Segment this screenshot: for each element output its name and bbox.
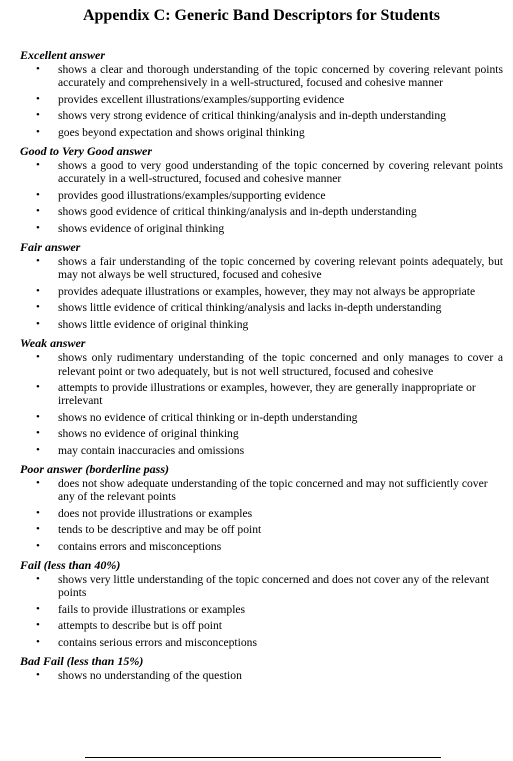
bullet-list xyxy=(20,63,503,139)
section-heading: Excellent answer xyxy=(20,48,106,62)
bullet-icon: • xyxy=(36,410,40,423)
list-item xyxy=(20,109,503,122)
bullet-icon: • xyxy=(36,476,40,489)
list-item-text: shows only rudimentary understanding of the topic concerned and only manages to cover a relevant point or two adequately, but is not well structured, focused and cohesive xyxy=(58,351,503,378)
bullet-icon: • xyxy=(36,539,40,552)
list-item-text: tends to be descriptive and may be off point xyxy=(58,523,262,537)
list-item xyxy=(20,255,503,282)
list-item xyxy=(20,523,503,536)
bullet-icon: • xyxy=(36,284,40,297)
band-fail xyxy=(20,558,503,649)
bullet-icon: • xyxy=(36,572,40,585)
bullet-list xyxy=(20,255,503,331)
list-item-text: shows no understanding of the question xyxy=(58,669,242,682)
bullet-icon: • xyxy=(36,317,40,330)
list-item xyxy=(20,636,503,649)
list-item-text: shows very little understanding of the topic concerned and does not cover any of the relevant points xyxy=(58,572,490,600)
bullet-icon: • xyxy=(36,443,40,456)
list-item-text: does not show adequate understanding of the topic concerned and may not sufficiently cover any of the relevant points xyxy=(58,476,488,504)
bullet-icon: • xyxy=(36,351,40,364)
list-item-text: provides good illustrations/examples/supporting evidence xyxy=(58,188,326,202)
list-item xyxy=(20,540,503,553)
bullet-icon: • xyxy=(36,109,40,122)
list-item xyxy=(20,205,503,218)
list-item-text: attempts to provide illustrations or examples, however, they are generally inappropriate or irrelevant xyxy=(58,380,476,408)
list-item-text: contains serious errors and misconceptions xyxy=(58,635,257,649)
list-item xyxy=(20,381,503,408)
list-item xyxy=(20,93,503,106)
bullet-list xyxy=(20,351,503,457)
band-good-to-very-good xyxy=(20,144,503,235)
list-item-text: shows no evidence of critical thinking or in-depth understanding xyxy=(58,410,358,424)
list-item-text: may contain inaccuracies and omissions xyxy=(58,443,245,457)
bullet-icon: • xyxy=(36,255,40,268)
list-item xyxy=(20,444,503,457)
list-item-text: shows no evidence of original thinking xyxy=(58,427,239,441)
band-bad-fail xyxy=(20,654,503,682)
bullet-icon: • xyxy=(36,125,40,138)
bullet-icon: • xyxy=(36,619,40,632)
list-item-text: shows little evidence of critical thinking/analysis and lacks in-depth understanding xyxy=(58,301,442,315)
bullet-icon: • xyxy=(36,427,40,440)
band-poor xyxy=(20,462,503,553)
list-item xyxy=(20,427,503,440)
bullet-icon: • xyxy=(36,159,40,172)
list-item xyxy=(20,301,503,314)
list-item xyxy=(20,159,503,186)
list-item xyxy=(20,318,503,331)
list-item xyxy=(20,507,503,520)
section-heading: Weak answer xyxy=(20,336,86,351)
list-item xyxy=(20,126,503,139)
list-item xyxy=(20,63,503,90)
bullet-icon: • xyxy=(36,602,40,615)
list-item xyxy=(20,573,503,600)
list-item-text: shows a good to very good understanding of the topic concerned by covering relevant points accurately in a well-structured, focused and cohesive manner xyxy=(58,159,503,186)
band-excellent xyxy=(20,48,503,139)
bullet-list xyxy=(20,477,503,553)
bullet-icon: • xyxy=(36,63,40,75)
list-item-text: shows a fair understanding of the topic concerned by covering relevant points adequately, but may not always be well structured, focused and cohesive xyxy=(58,255,503,282)
list-item-text: fails to provide illustrations or examples xyxy=(58,602,246,616)
list-item-text: attempts to describe but is off point xyxy=(58,619,223,633)
band-weak xyxy=(20,336,503,457)
bullet-icon: • xyxy=(36,188,40,201)
list-item-text: shows evidence of original thinking xyxy=(58,221,225,235)
list-item-text: shows little evidence of original thinking xyxy=(58,317,249,331)
section-heading: Fair answer xyxy=(20,240,81,255)
list-item xyxy=(20,619,503,632)
list-item xyxy=(20,285,503,298)
list-item xyxy=(20,669,503,682)
list-item-text: contains errors and misconceptions xyxy=(58,539,222,553)
list-item xyxy=(20,351,503,378)
list-item xyxy=(20,189,503,202)
list-item-text: shows good evidence of critical thinking/analysis and in-depth understanding xyxy=(58,205,417,219)
section-heading: Bad Fail (less than 15%) xyxy=(20,654,144,668)
page-title: Appendix C: Generic Band Descriptors for Students xyxy=(82,7,441,24)
section-heading: Good to Very Good answer xyxy=(20,144,153,159)
list-item xyxy=(20,477,503,504)
list-item-text: shows very strong evidence of critical thinking/analysis and in-depth understanding xyxy=(58,109,446,123)
bullet-list xyxy=(20,573,503,649)
bullet-list xyxy=(20,669,503,682)
bullet-icon: • xyxy=(36,669,40,681)
list-item-text: provides adequate illustrations or examples, however, they may not always be appropriate xyxy=(58,284,476,298)
bullet-icon: • xyxy=(36,221,40,234)
bullet-icon: • xyxy=(36,301,40,314)
list-item-text: provides excellent illustrations/examples/supporting evidence xyxy=(58,92,345,106)
section-heading: Poor answer (borderline pass) xyxy=(20,461,170,476)
bullet-icon: • xyxy=(36,523,40,536)
list-item xyxy=(20,603,503,616)
list-item xyxy=(20,222,503,235)
bullet-icon: • xyxy=(36,635,40,648)
bullet-icon: • xyxy=(36,506,40,519)
bullet-icon: • xyxy=(36,92,40,105)
band-fair xyxy=(20,240,503,331)
list-item-text: does not provide illustrations or examples xyxy=(58,506,253,520)
list-item-text: shows a clear and thorough understanding of the topic concerned by covering relevant points accurately and comprehensively in a well-structured, focused and cohesive manner xyxy=(58,63,503,90)
bullet-list xyxy=(20,159,503,235)
list-item-text: goes beyond expectation and shows original thinking xyxy=(58,125,305,139)
bullet-icon: • xyxy=(36,205,40,218)
footer-divider xyxy=(85,757,441,758)
section-heading: Fail (less than 40%) xyxy=(20,557,121,572)
list-item xyxy=(20,411,503,424)
bullet-icon: • xyxy=(36,380,40,393)
